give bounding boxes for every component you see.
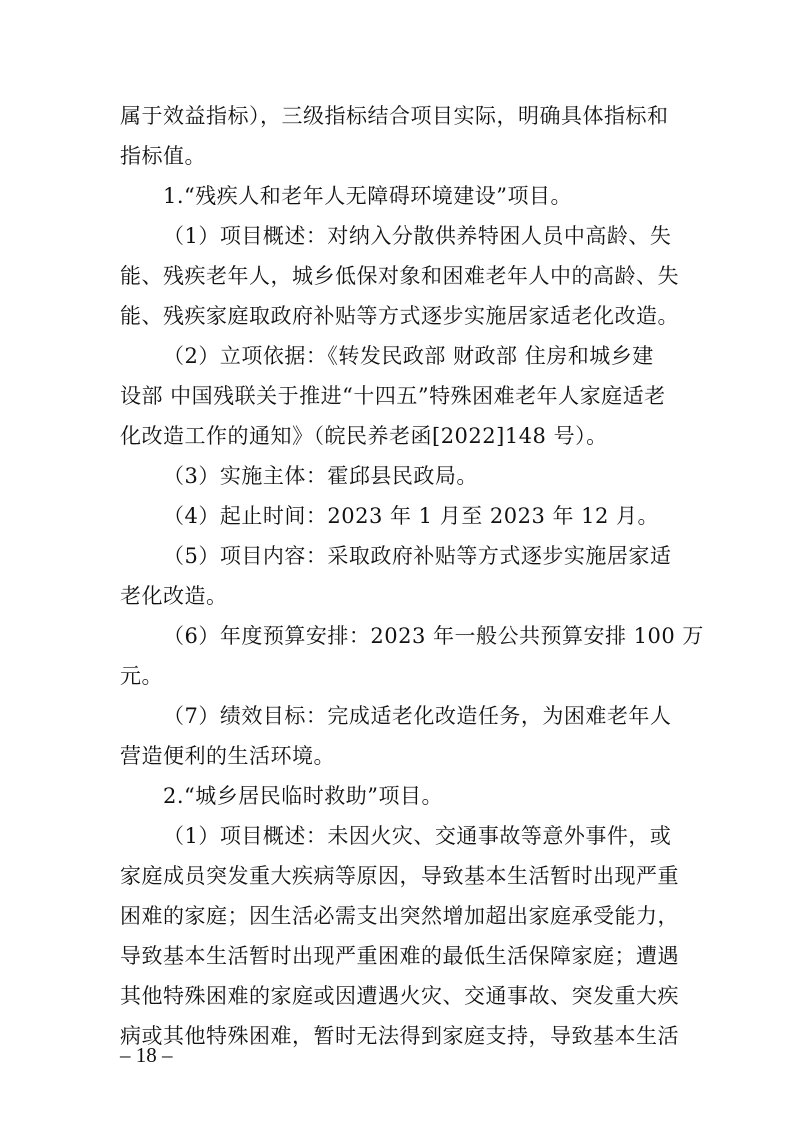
- line-text: 病或其他特殊困难，暂时无法得到家庭支持，导致基本生活: [120, 1024, 679, 1048]
- line-text: 老化改造。: [120, 584, 228, 608]
- line-text: 家庭成员突发重大疾病等原因，导致基本生活暂时出现严重: [120, 864, 679, 888]
- line-text: （6）年度预算安排：2023 年一般公共预算安排 100 万: [163, 624, 704, 648]
- text-line: [0, 536, 793, 576]
- text-line: [0, 616, 793, 656]
- line-text: 化改造工作的通知》（皖民养老函[2022]148 号）。: [120, 424, 608, 448]
- line-text: （4）起止时间：2023 年 1 月至 2023 年 12 月。: [163, 504, 660, 528]
- text-line: [0, 336, 793, 376]
- text-line: [0, 376, 793, 416]
- line-text: 能、残疾老年人，城乡低保对象和困难老年人中的高龄、失: [120, 264, 679, 288]
- text-line: [0, 936, 793, 976]
- line-text: 营造便利的生活环境。: [120, 744, 335, 768]
- line-text: （5）项目内容：采取政府补贴等方式逐步实施居家适: [163, 544, 672, 568]
- text-line: [0, 416, 793, 456]
- line-text: 导致基本生活暂时出现严重困难的最低生活保障家庭；遭遇: [120, 944, 679, 968]
- section-heading: [0, 176, 793, 216]
- line-text: 1.“残疾人和老年人无障碍环境建设”项目。: [163, 184, 573, 208]
- text-line: [0, 976, 793, 1016]
- text-line: [0, 136, 793, 176]
- text-line: [0, 496, 793, 536]
- section-heading: [0, 776, 793, 816]
- text-line: [0, 896, 793, 936]
- text-line: [0, 816, 793, 856]
- page-number: – 18 –: [120, 1043, 173, 1067]
- line-text: 元。: [120, 664, 163, 688]
- text-line: [0, 656, 793, 696]
- line-text: （2）立项依据：《转发民政部 财政部 住房和城乡建: [163, 344, 654, 368]
- text-line: [0, 736, 793, 776]
- text-line: [0, 96, 793, 136]
- line-text: 指标值。: [120, 144, 206, 168]
- text-line: [0, 456, 793, 496]
- text-line: [0, 696, 793, 736]
- line-text: （3）实施主体：霍邱县民政局。: [163, 464, 478, 488]
- line-text: 其他特殊困难的家庭或因遭遇火灾、交通事故、突发重大疾: [120, 984, 679, 1008]
- line-text: 能、残疾家庭取政府补贴等方式逐步实施居家适老化改造。: [120, 304, 679, 328]
- line-text: （1）项目概述：对纳入分散供养特困人员中高龄、失: [163, 224, 672, 248]
- text-line: [0, 856, 793, 896]
- line-text: （1）项目概述：未因火灾、交通事故等意外事件，或: [163, 824, 672, 848]
- text-line: [0, 1016, 793, 1056]
- line-text: 属于效益指标），三级指标结合项目实际，明确具体指标和: [120, 104, 669, 128]
- line-text: 设部 中国残联关于推进“十四五”特殊困难老年人家庭适老: [120, 384, 666, 408]
- text-line: [0, 256, 793, 296]
- line-text: 2.“城乡居民临时救助”项目。: [163, 784, 444, 808]
- text-line: [0, 296, 793, 336]
- line-text: （7）绩效目标：完成适老化改造任务，为困难老年人: [163, 704, 672, 728]
- line-text: 困难的家庭；因生活必需支出突然增加超出家庭承受能力，: [120, 904, 679, 928]
- text-line: [0, 216, 793, 256]
- text-line: [0, 576, 793, 616]
